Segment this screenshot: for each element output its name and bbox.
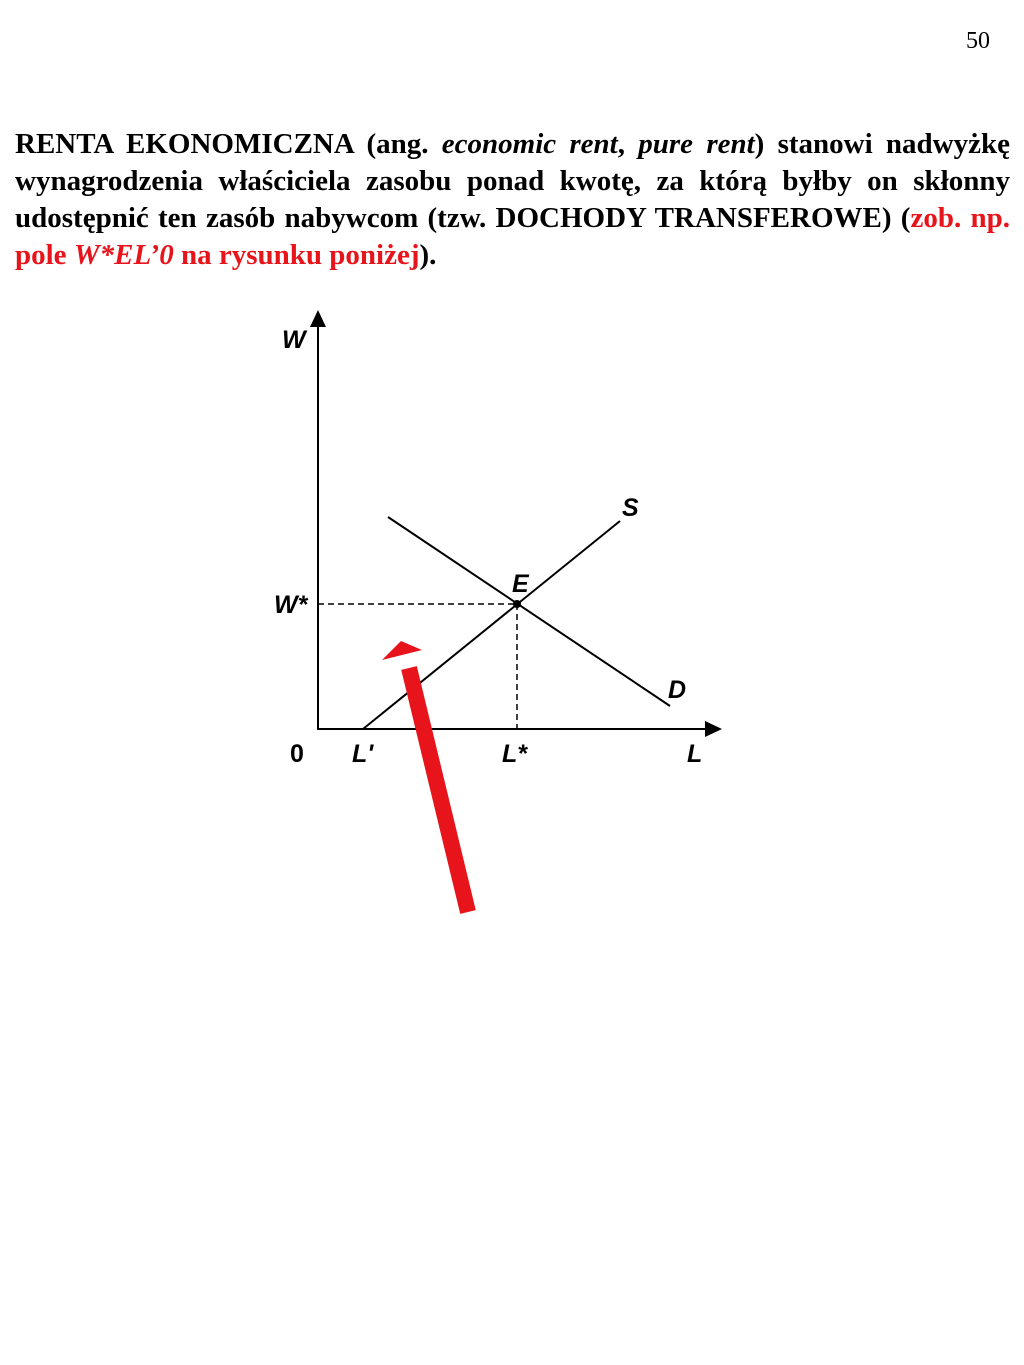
open-paren: (ang. — [353, 128, 442, 160]
comma: , — [617, 128, 639, 160]
lprime-label: L' — [352, 740, 374, 768]
red-arrow-shaft — [409, 668, 468, 912]
supply-label: S — [622, 494, 639, 522]
term: RENTA EKONOMICZNA — [15, 128, 354, 160]
demand-label: D — [668, 676, 687, 704]
note-suffix: na rysunku poniżej — [173, 239, 420, 271]
supply-curve — [363, 521, 620, 729]
note-area: W*EL’0 — [73, 239, 174, 271]
english-term-2: pure rent — [638, 128, 755, 160]
english-term-1: economic rent — [441, 128, 618, 160]
demand-curve — [388, 517, 670, 706]
equilibrium-label: E — [512, 570, 529, 598]
wage-label: W* — [274, 591, 308, 619]
y-axis-arrowhead — [310, 310, 326, 327]
note-prefix: zob. np. pole — [15, 202, 1010, 271]
definition-body: ) stanowi nadwyżkę wynagrodzenia właściciela zasobu ponad kwotę, za którą byłby on skłonny udostępnić ten zasób nabywcom (tzw. DOCHODY TRANSFEROWE) ( — [15, 128, 1010, 234]
x-axis-arrowhead — [705, 721, 722, 737]
page-number: 50 — [966, 28, 990, 54]
x-axis-label: L — [687, 740, 703, 768]
origin-label: 0 — [290, 740, 304, 768]
y-axis-label: W — [282, 326, 306, 354]
red-arrow-head — [382, 641, 422, 660]
lstar-label: L* — [502, 740, 527, 768]
equilibrium-point — [513, 600, 521, 608]
closing: ). — [419, 239, 437, 271]
